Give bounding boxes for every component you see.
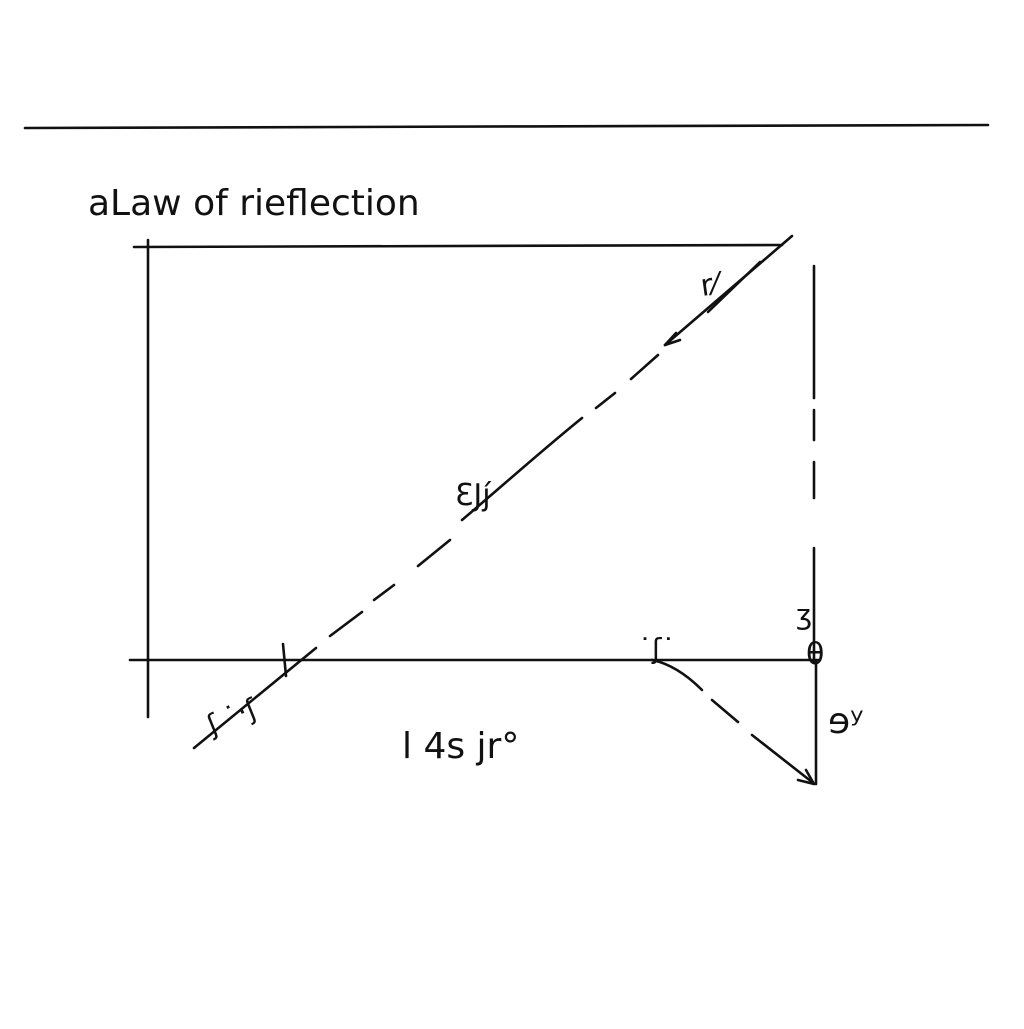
normal-top-label: ʒ [796, 598, 813, 631]
normal-bottom-label: θ [806, 637, 825, 672]
ray-label-bottom-left: ʃ ˙‧ʃ [202, 691, 262, 742]
incident-ray-dash-5 [330, 612, 362, 636]
incident-ray-dash-2 [596, 393, 615, 408]
incident-ray-dash-4 [374, 585, 394, 600]
ray-label-middle: ƐJȷ́ [455, 478, 491, 513]
top-rule-line [25, 125, 988, 128]
incidence-mark-label: ˙ʃ˙ [638, 632, 676, 665]
ray-label-top: r⁄ [698, 266, 721, 304]
ray-crossing-tick [283, 644, 286, 676]
reflected-ray-dash [712, 700, 738, 722]
baseline-value-label: l 4s jr° [402, 726, 520, 767]
top-horizontal-line [134, 245, 782, 247]
incident-ray-dash-1 [631, 355, 658, 379]
reflected-ray-end [752, 735, 812, 782]
diagram-title: aLaw of rieflection [88, 183, 420, 224]
incident-ray-dash-3 [418, 540, 450, 566]
right-symbol-label: ɘʸ [828, 701, 864, 742]
